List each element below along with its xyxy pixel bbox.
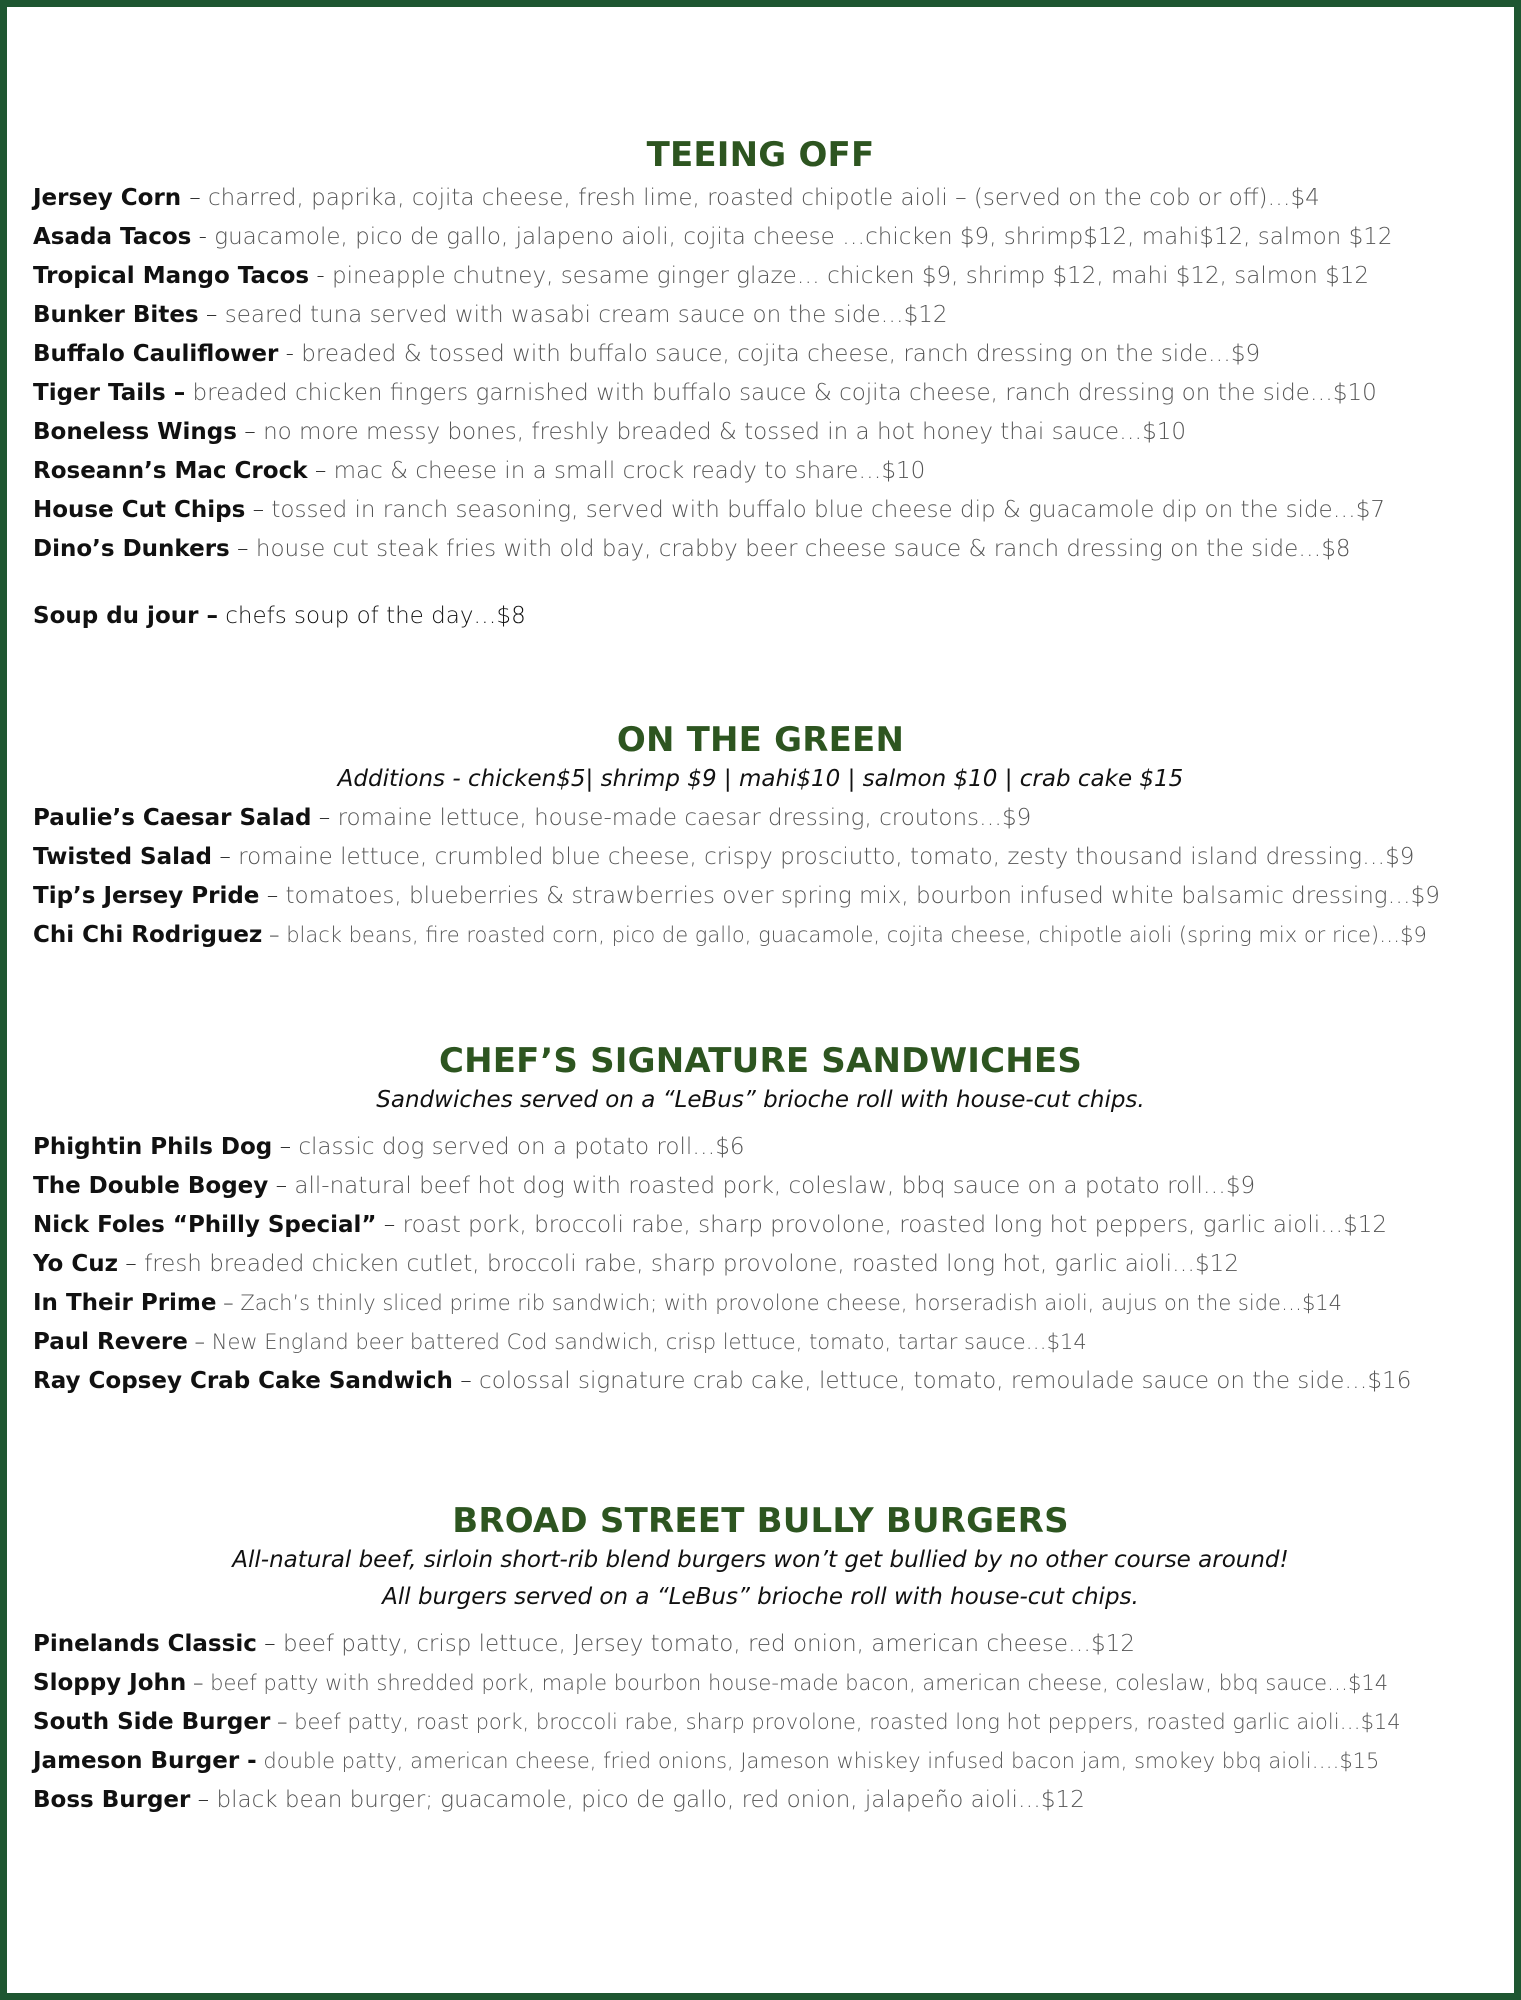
menu-item: Tropical Mango Tacos - pineapple chutney, sesame ginger glaze… chicken $9, shrimp $12, mahi $12, salmon $12 [33, 263, 1370, 289]
menu-item: Tiger Tails – breaded chicken fingers garnished with buffalo sauce & cojita cheese, ranch dressing on the side…$10 [33, 380, 1377, 406]
section-teeing-off [33, 135, 1488, 636]
menu-item: Nick Foles “Philly Special” – roast pork, broccoli rabe, sharp provolone, roasted long hot peppers, garlic aioli…$12 [33, 1212, 1388, 1238]
menu-item: Ray Copsey Crab Cake Sandwich – colossal signature crab cake, lettuce, tomato, remoulade sauce on the side…$16 [33, 1368, 1412, 1394]
section-subtitle: All burgers served on a “LeBus” brioche roll with house-cut chips. [382, 1584, 1139, 1610]
menu-item: Paulie’s Caesar Salad – romaine lettuce, house-made caesar dressing, croutons…$9 [33, 805, 1032, 831]
section-subtitle: All-natural beef, sirloin short-rib blend burgers won’t get bullied by no other course around! [232, 1547, 1289, 1573]
menu-item: Buffalo Cauliflower - breaded & tossed with buffalo sauce, cojita cheese, ranch dressing on the side…$9 [33, 341, 1261, 367]
item-list [33, 1128, 1488, 1401]
section-subtitle: Sandwiches served on a “LeBus” brioche roll with house-cut chips. [376, 1087, 1145, 1113]
item-list [33, 1625, 1488, 1820]
menu-item: Dino’s Dunkers – house cut steak fries with old bay, crabby beer cheese sauce & ranch dressing on the side…$8 [33, 536, 1351, 562]
menu-item: Phightin Phils Dog – classic dog served on a potato roll…$6 [33, 1134, 745, 1160]
menu-item: Roseann’s Mac Crock – mac & cheese in a small crock ready to share…$10 [33, 458, 926, 484]
menu-item: Jersey Corn – charred, paprika, cojita cheese, fresh lime, roasted chipotle aioli – (served on the cob or off)…$4 [33, 185, 1320, 211]
menu-item: Pinelands Classic – beef patty, crisp lettuce, Jersey tomato, red onion, american cheese…$12 [33, 1631, 1135, 1657]
menu-item: Boss Burger – black bean burger; guacamole, pico de gallo, red onion, jalapeño aioli…$12 [33, 1787, 1085, 1813]
menu-item: Tip’s Jersey Pride – tomatoes, blueberries & strawberries over spring mix, bourbon infused white balsamic dressing…$9 [33, 883, 1440, 909]
menu-item: In Their Prime – Zach’s thinly sliced prime rib sandwich; with provolone cheese, horseradish aioli, aujus on the side…$14 [33, 1290, 1343, 1316]
menu-item: House Cut Chips – tossed in ranch seasoning, served with buffalo blue cheese dip & guacamole dip on the side…$7 [33, 497, 1385, 523]
section-title: ON THE GREEN [616, 720, 905, 760]
menu-item: The Double Bogey – all-natural beef hot dog with roasted pork, coleslaw, bbq sauce on a potato roll…$9 [33, 1173, 1256, 1199]
menu-item: Boneless Wings – no more messy bones, freshly breaded & tossed in a hot honey thai sauce…$10 [33, 419, 1186, 445]
section-title: TEEING OFF [646, 135, 875, 175]
menu-item: Paul Revere – New England beer battered Cod sandwich, crisp lettuce, tomato, tartar sauce…$14 [33, 1329, 1087, 1355]
menu-item: Bunker Bites – seared tuna served with wasabi cream sauce on the side…$12 [33, 302, 948, 328]
menu-item: Jameson Burger - double patty, american cheese, fried onions, Jameson whiskey infused bacon jam, smokey bbq aioli….$15 [33, 1748, 1380, 1774]
section-burgers [33, 1501, 1488, 1820]
menu-item: Asada Tacos - guacamole, pico de gallo, jalapeno aioli, cojita cheese …chicken $9, shrimp$12, mahi$12, salmon $12 [33, 224, 1393, 250]
soup-item: Soup du jour – chefs soup of the day…$8 [33, 603, 526, 629]
section-sandwiches [33, 1041, 1488, 1401]
section-title: CHEF’S SIGNATURE SANDWICHES [438, 1041, 1083, 1081]
item-list [33, 799, 1488, 955]
additions-line: Additions - chicken$5| shrimp $9 | mahi$10 | salmon $10 | crab cake $15 [337, 766, 1184, 792]
menu-item: Twisted Salad – romaine lettuce, crumbled blue cheese, crispy prosciutto, tomato, zesty thousand island dressing…$9 [33, 844, 1415, 870]
menu-item: South Side Burger – beef patty, roast pork, broccoli rabe, sharp provolone, roasted long hot peppers, roasted garlic aioli…$14 [33, 1709, 1401, 1735]
menu-item: Yo Cuz – fresh breaded chicken cutlet, broccoli rabe, sharp provolone, roasted long hot, garlic aioli…$12 [33, 1251, 1239, 1277]
menu-item: Chi Chi Rodriguez – black beans, fire roasted corn, pico de gallo, guacamole, cojita cheese, chipotle aioli (spring mix or rice)…$9 [33, 922, 1427, 948]
item-list [33, 179, 1488, 636]
section-title: BROAD STREET BULLY BURGERS [452, 1501, 1069, 1541]
section-on-the-green [33, 720, 1488, 955]
menu-item: Sloppy John – beef patty with shredded pork, maple bourbon house-made bacon, american cheese, coleslaw, bbq sauce…$14 [33, 1670, 1389, 1696]
